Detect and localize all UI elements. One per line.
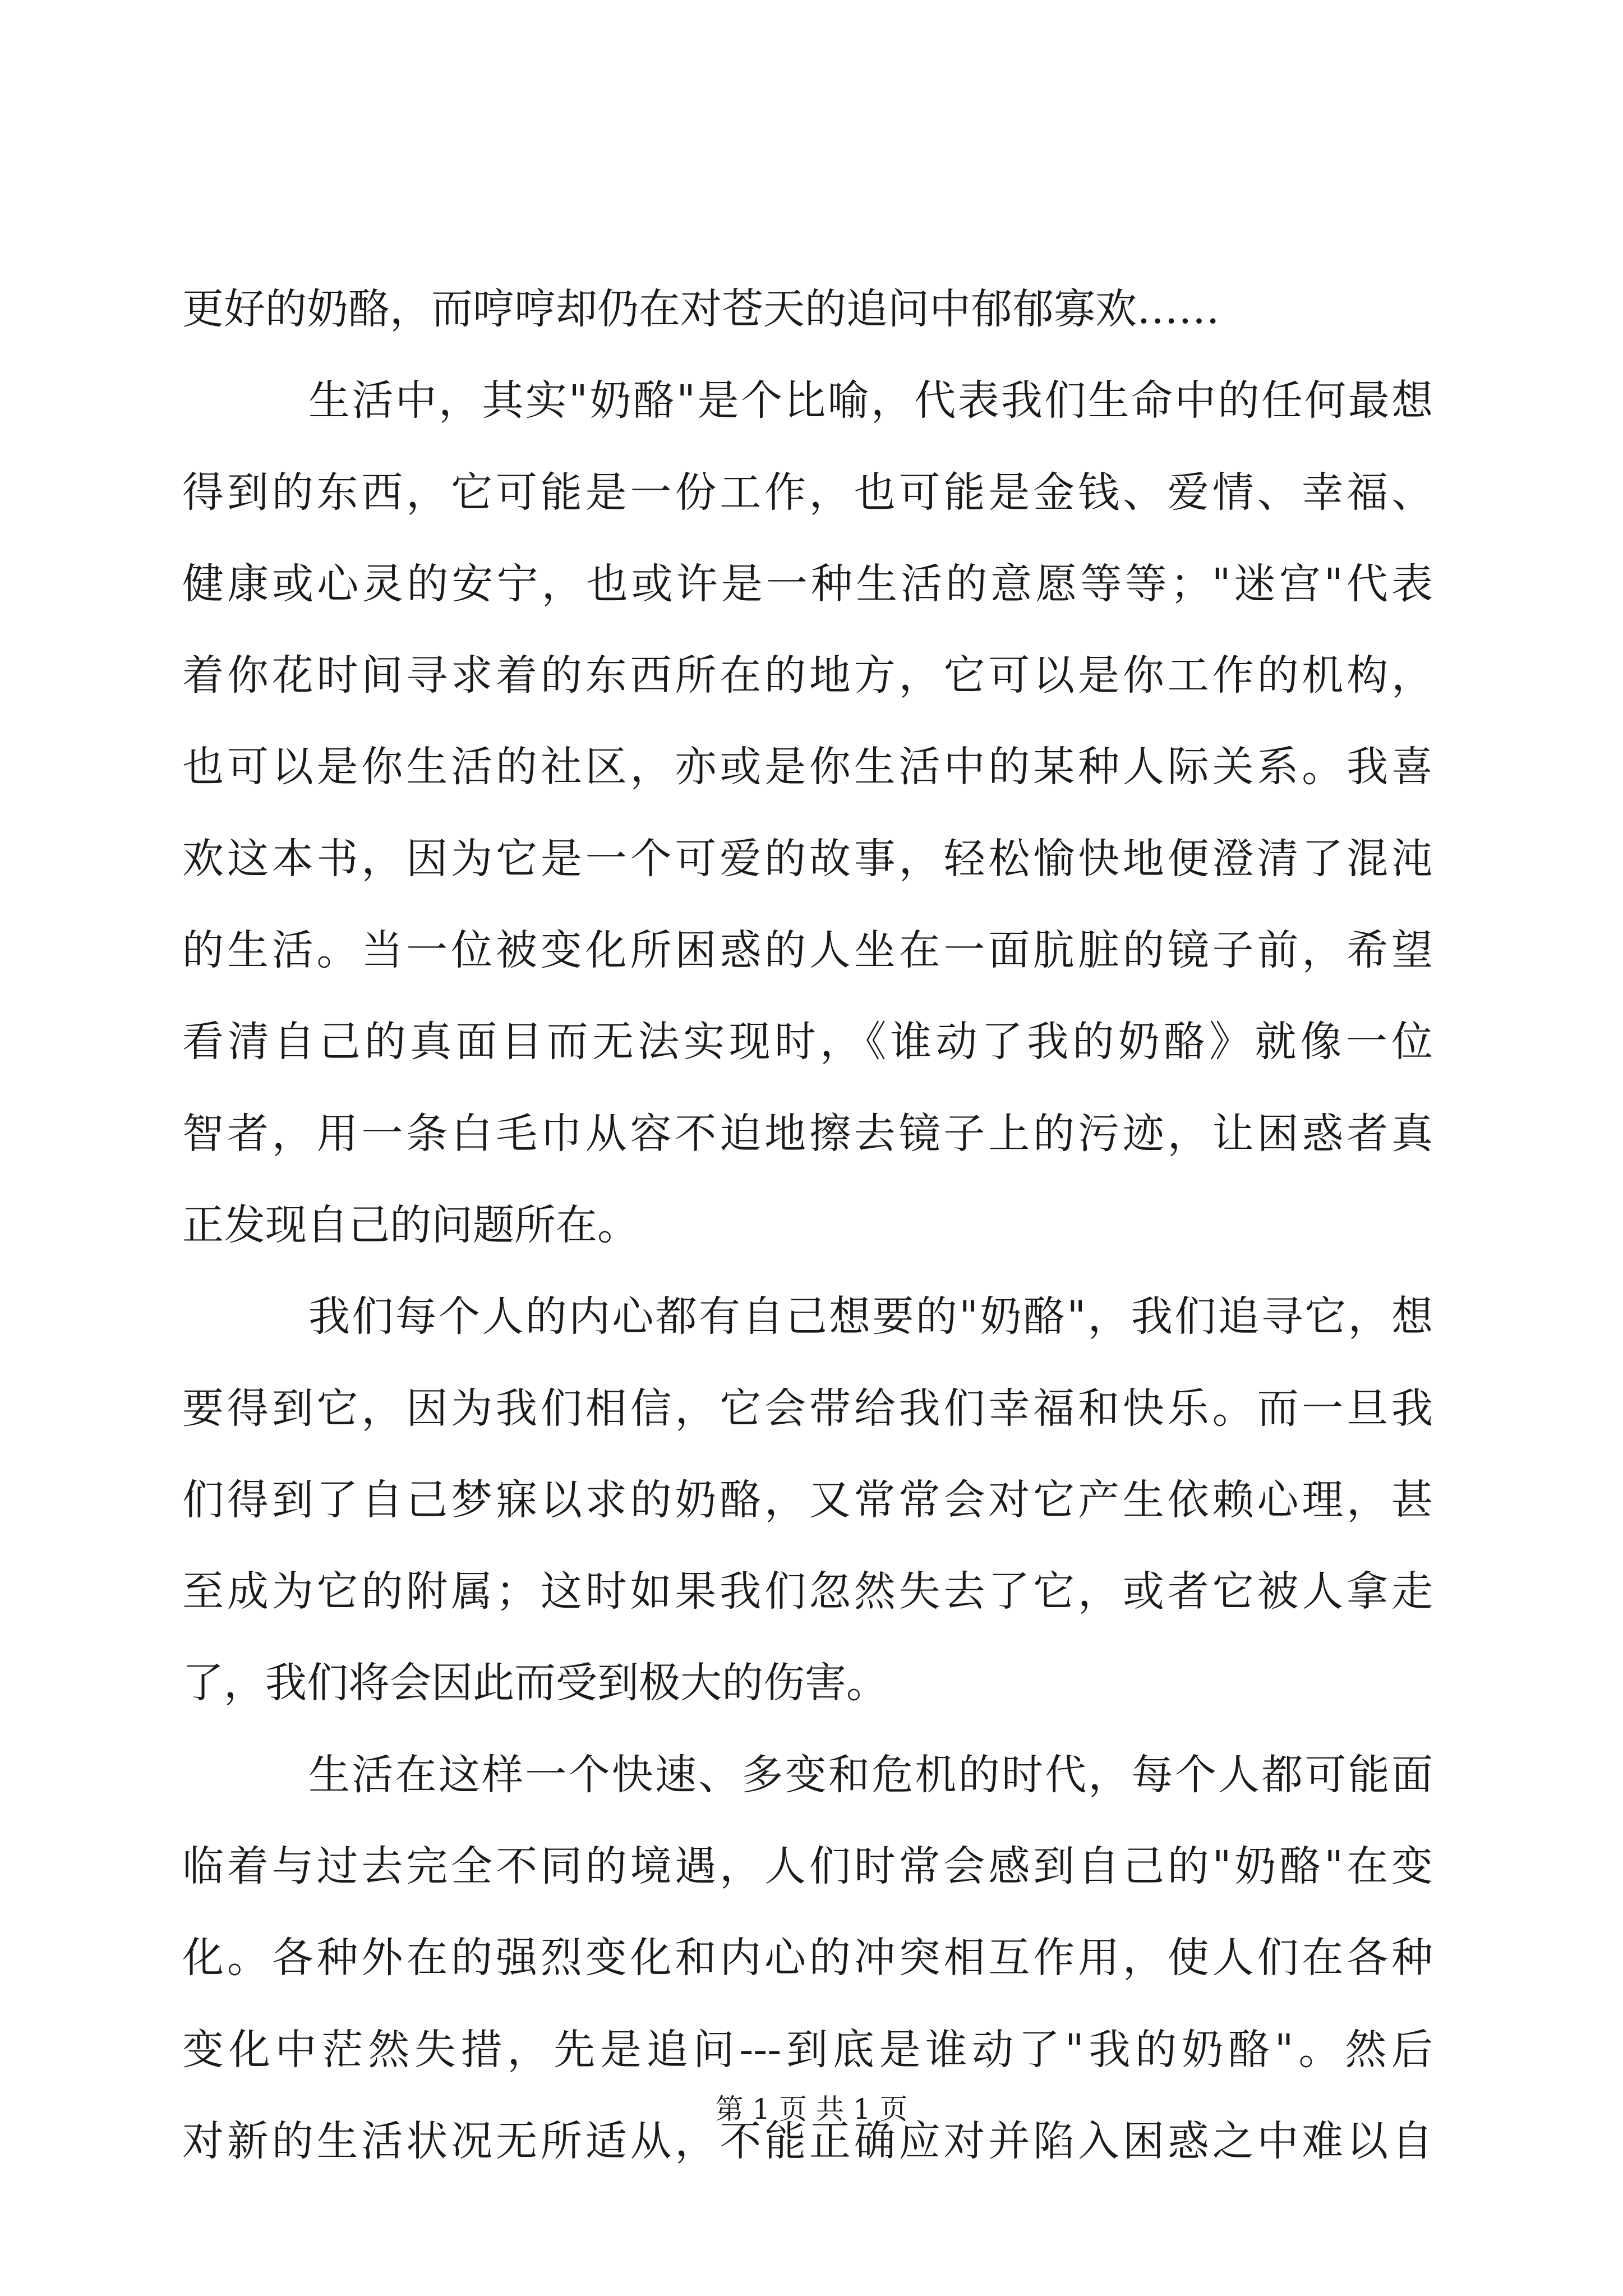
text-line: 对新的生活状况无所适从，不能正确应对并陷入困惑之中难以自 (182, 2116, 1433, 2165)
text-line: 生活中，其实"奶酪"是个比喻，代表我们生命中的任何最想 (308, 376, 1433, 425)
text-line: 了，我们将会因此而受到极大的伤害。 (182, 1659, 888, 1708)
text-line: 正发现自己的问题所在。 (182, 1200, 639, 1249)
body-text (182, 264, 1433, 2187)
text-line: 生活在这样一个快速、多变和危机的时代，每个人都可能面 (308, 1750, 1433, 1799)
text-line: 着你花时间寻求着的东西所在的地方，它可以是你工作的机构， (182, 651, 1433, 700)
text-line: 变化中茫然失措，先是追问---到底是谁动了"我的奶酪"。然后 (182, 2025, 1433, 2074)
text-line: 健康或心灵的安宁，也或许是一种生活的意愿等等；"迷宫"代表 (182, 559, 1433, 608)
text-line: 的生活。当一位被变化所困惑的人坐在一面肮脏的镜子前，希望 (182, 926, 1433, 975)
text-line: 智者，用一条白毛巾从容不迫地擦去镜子上的污迹，让困惑者真 (182, 1109, 1433, 1158)
text-line: 要得到它，因为我们相信，它会带给我们幸福和快乐。而一旦我 (182, 1384, 1433, 1433)
text-line: 们得到了自己梦寐以求的奶酪，又常常会对它产生依赖心理，甚 (182, 1475, 1433, 1524)
text-line: 也可以是你生活的社区，亦或是你生活中的某种人际关系。我喜 (182, 743, 1433, 792)
page-number-footer: 第 1 页 共 1 页 (715, 2093, 908, 2125)
text-line: 化。各种外在的强烈变化和内心的冲突相互作用，使人们在各种 (182, 1934, 1433, 1982)
text-line: 至成为它的附属；这时如果我们忽然失去了它，或者它被人拿走 (182, 1567, 1433, 1616)
text-line: 临着与过去完全不同的境遇，人们时常会感到自己的"奶酪"在变 (182, 1842, 1433, 1891)
text-line: 更好的奶酪，而哼哼却仍在对苍天的追问中郁郁寡欢…… (182, 285, 1220, 333)
text-line: 欢这本书，因为它是一个可爱的故事，轻松愉快地便澄清了混沌 (182, 834, 1433, 883)
text-line: 得到的东西，它可能是一份工作，也可能是金钱、爱情、幸福、 (182, 468, 1433, 517)
text-line: 看清自己的真面目而无法实现时，《谁动了我的奶酪》就像一位 (182, 1018, 1433, 1066)
text-line: 我们每个人的内心都有自己想要的"奶酪"，我们追寻它，想 (308, 1292, 1433, 1341)
